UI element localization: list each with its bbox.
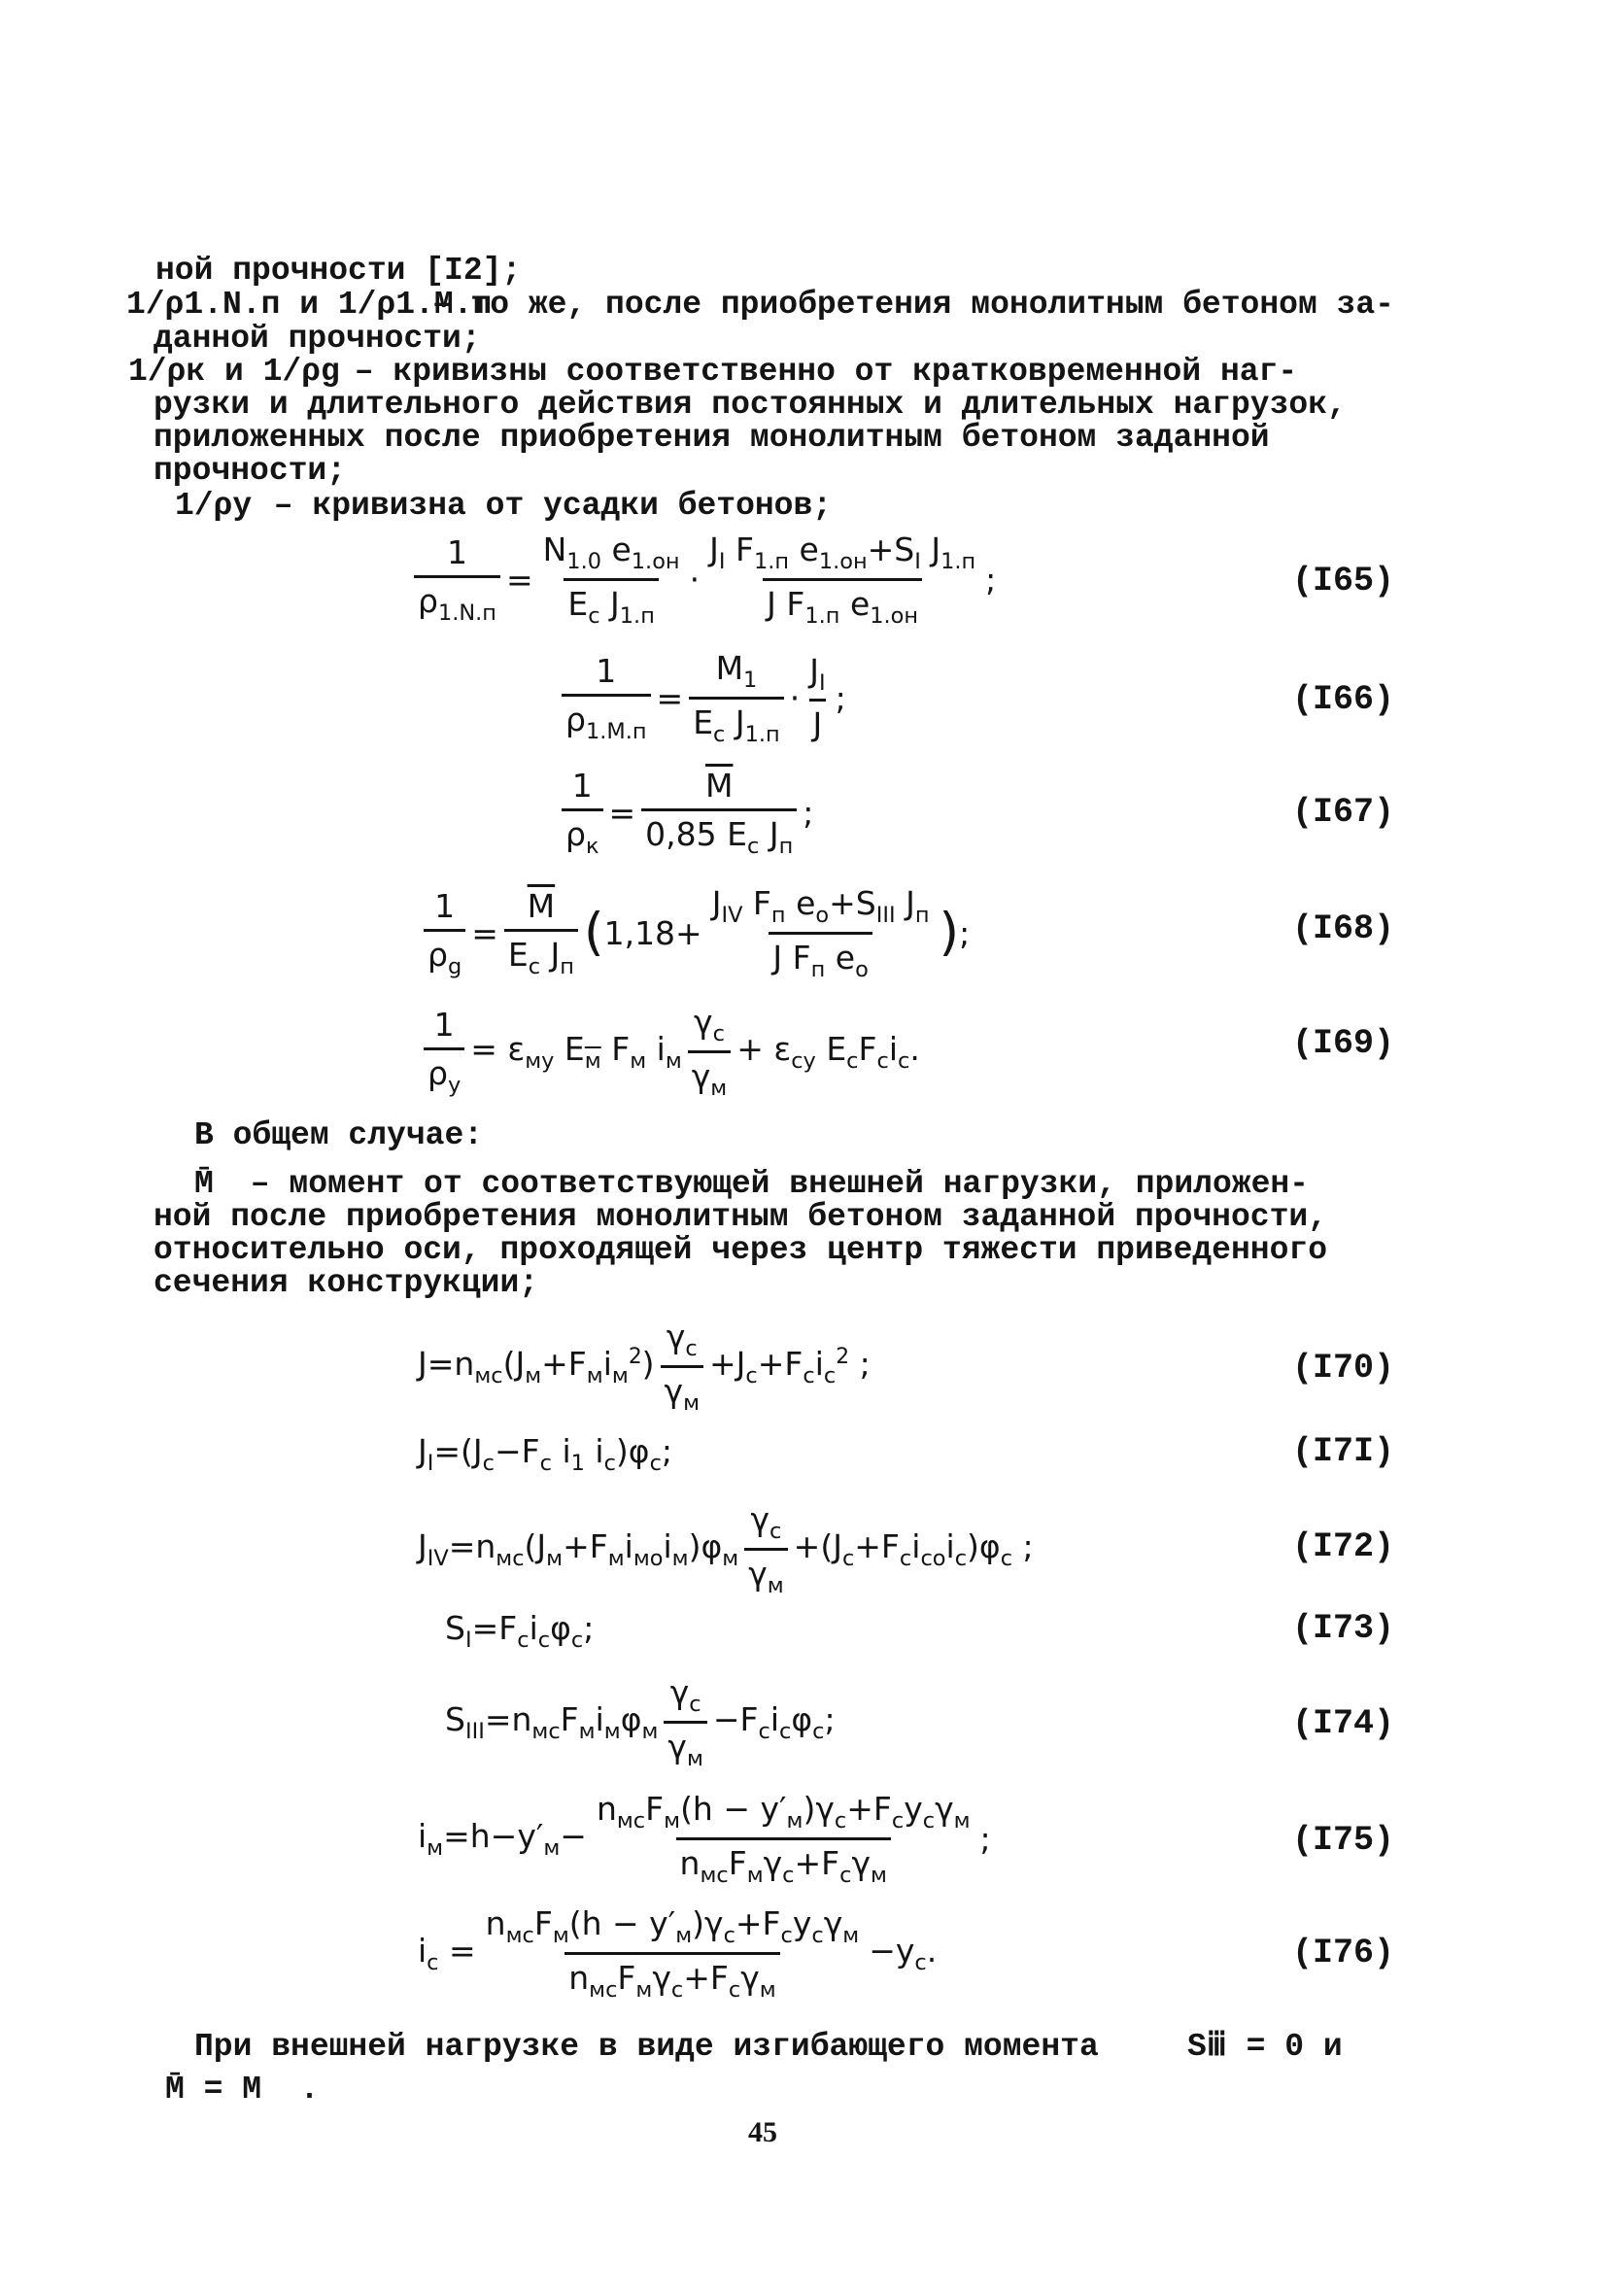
moment-term: M̄ [194, 1166, 214, 1202]
formula-166: $\frac{1}{\rho_{1.M.п}}$ = $\frac{M_1}{E_c J_{1.п}}$ · $\frac{J_I}{J}$ ; [556, 653, 846, 742]
text-line: – момент от соответствующей внешней нагрузки, приложен- [231, 1166, 1309, 1202]
equation-number: (I75) [1292, 1821, 1395, 1860]
equation-number: (I69) [1292, 1024, 1395, 1063]
text-line: относительно оси, проходящей через центр тяжести приведенного [154, 1232, 1327, 1268]
equation-number: (I65) [1292, 562, 1395, 600]
text-line: – кривизна от усадки бетонов; [255, 488, 833, 524]
text-line: прочности; [154, 453, 347, 489]
curvature-term: 1/ρк и 1/ρg [128, 354, 340, 390]
formula-176: $i_c$ = $\frac{n_{мc}F_м(h - y'_м)\gamma_c+F_cy_c\gamma_м}{n_{мc}F_м\gamma_c+F_c\gamma_м}$ $-y_c$. [418, 1903, 938, 2003]
text-line: приложенных после приобретения монолитным бетоном заданной [154, 420, 1270, 456]
formula-175: $i_м=h-y'_м-$ $\frac{n_{мc}F_м(h - y'_м)\gamma_c+F_cy_c\gamma_м}{n_{мc}F_м\gamma_c+F_c\gamma_м}$ ; [418, 1789, 991, 1888]
formula-173: $S_I=F_ci_c\varphi_c$; [445, 1608, 595, 1653]
text-line: рузки и длительного действия постоянных и длительных нагрузок, [154, 387, 1347, 423]
curvature-term: 1/ρу [175, 488, 253, 524]
formula-165: $\frac{1}{\rho_{1.N.п}}$ = $\frac{N_{1.0} e_{1.он}}{E_c J_{1.п}}$ · $\frac{J_I F_{1.п} e_{1.он}+S_I J_{1.п}}{J F_{1.п} e_{1.он}}$ ; [408, 532, 996, 626]
formula-171: $J_I=(J_c-F_c$ $i_1$ $i_c)\varphi_c$; [418, 1431, 673, 1476]
equation-number: (I67) [1292, 793, 1395, 832]
text-line: При внешней нагрузке в виде изгибающего момента [194, 2029, 1099, 2065]
formula-170: $J=n_{мc}(J_м+F_мi_м^2)$ $\frac{\gamma_c}{\gamma_м}$ $+J_c+F_ci_c^2$ ; [418, 1317, 871, 1416]
inline-formula: M̄ = M . [165, 2072, 320, 2108]
formula-172: $J_{IV}=n_{мc}(J_м+F_мi_{мo}i_м)\varphi_м$ $\frac{\gamma_c}{\gamma_м}$ $+(J_c+F_ci_{co}i_c)\varphi_c$ ; [418, 1499, 1034, 1598]
equation-number: (I66) [1292, 680, 1395, 719]
text-line: данной прочности; [154, 321, 481, 357]
equation-number: (I68) [1292, 909, 1395, 948]
formula-168: $\frac{1}{\rho_g}$ = $\frac{\overline{M}}{E_c J_п}$ ( 1,18+ $\frac{J_{IV} F_п e_o+S_{III} J_п}{J F_п e_o}$ ) ; [418, 884, 970, 981]
text-line: ной после приобретения монолитным бетоном заданной прочности, [154, 1199, 1327, 1235]
inline-formula: Sⅲ = 0 и [1187, 2029, 1343, 2065]
equation-number: (I7I) [1292, 1432, 1395, 1471]
equation-number: (I76) [1292, 1934, 1395, 1972]
formula-169: $\frac{1}{\rho_у}$ = $\varepsilon_{му}$ $E_м$ $F_м$ $i_м$ $\frac{\gamma_c}{\gamma_м}$ + $\varepsilon_{cу}$ $E_cF_ci_c$. [418, 1007, 920, 1096]
text-line: – то же, после приобретения монолитным бетоном за- [413, 287, 1394, 323]
page-number: 45 [748, 2116, 777, 2148]
curvature-term: 1/ρ1.N.п и 1/ρ1.M.п [126, 287, 493, 323]
equation-number: (I70) [1292, 1349, 1395, 1388]
section-heading: В общем случае: [194, 1117, 484, 1153]
equation-number: (I72) [1292, 1527, 1395, 1566]
formula-167: $\frac{1}{\rho_к}$ = $\frac{\overline{M}}{0,85 E_c J_п}$ ; [556, 768, 813, 857]
equation-number: (I73) [1292, 1609, 1395, 1648]
equation-number: (I74) [1292, 1704, 1395, 1743]
text-line: сечения конструкции; [154, 1265, 539, 1301]
text-line: ной прочности [I2]; [155, 253, 522, 289]
text-line: – кривизны соответственно от кратковременной наг- [335, 354, 1298, 390]
formula-174: $S_{III}=n_{мc}F_мi_м\varphi_м$ $\frac{\gamma_c}{\gamma_м}$ $-F_ci_c\varphi_c$; [445, 1672, 836, 1771]
